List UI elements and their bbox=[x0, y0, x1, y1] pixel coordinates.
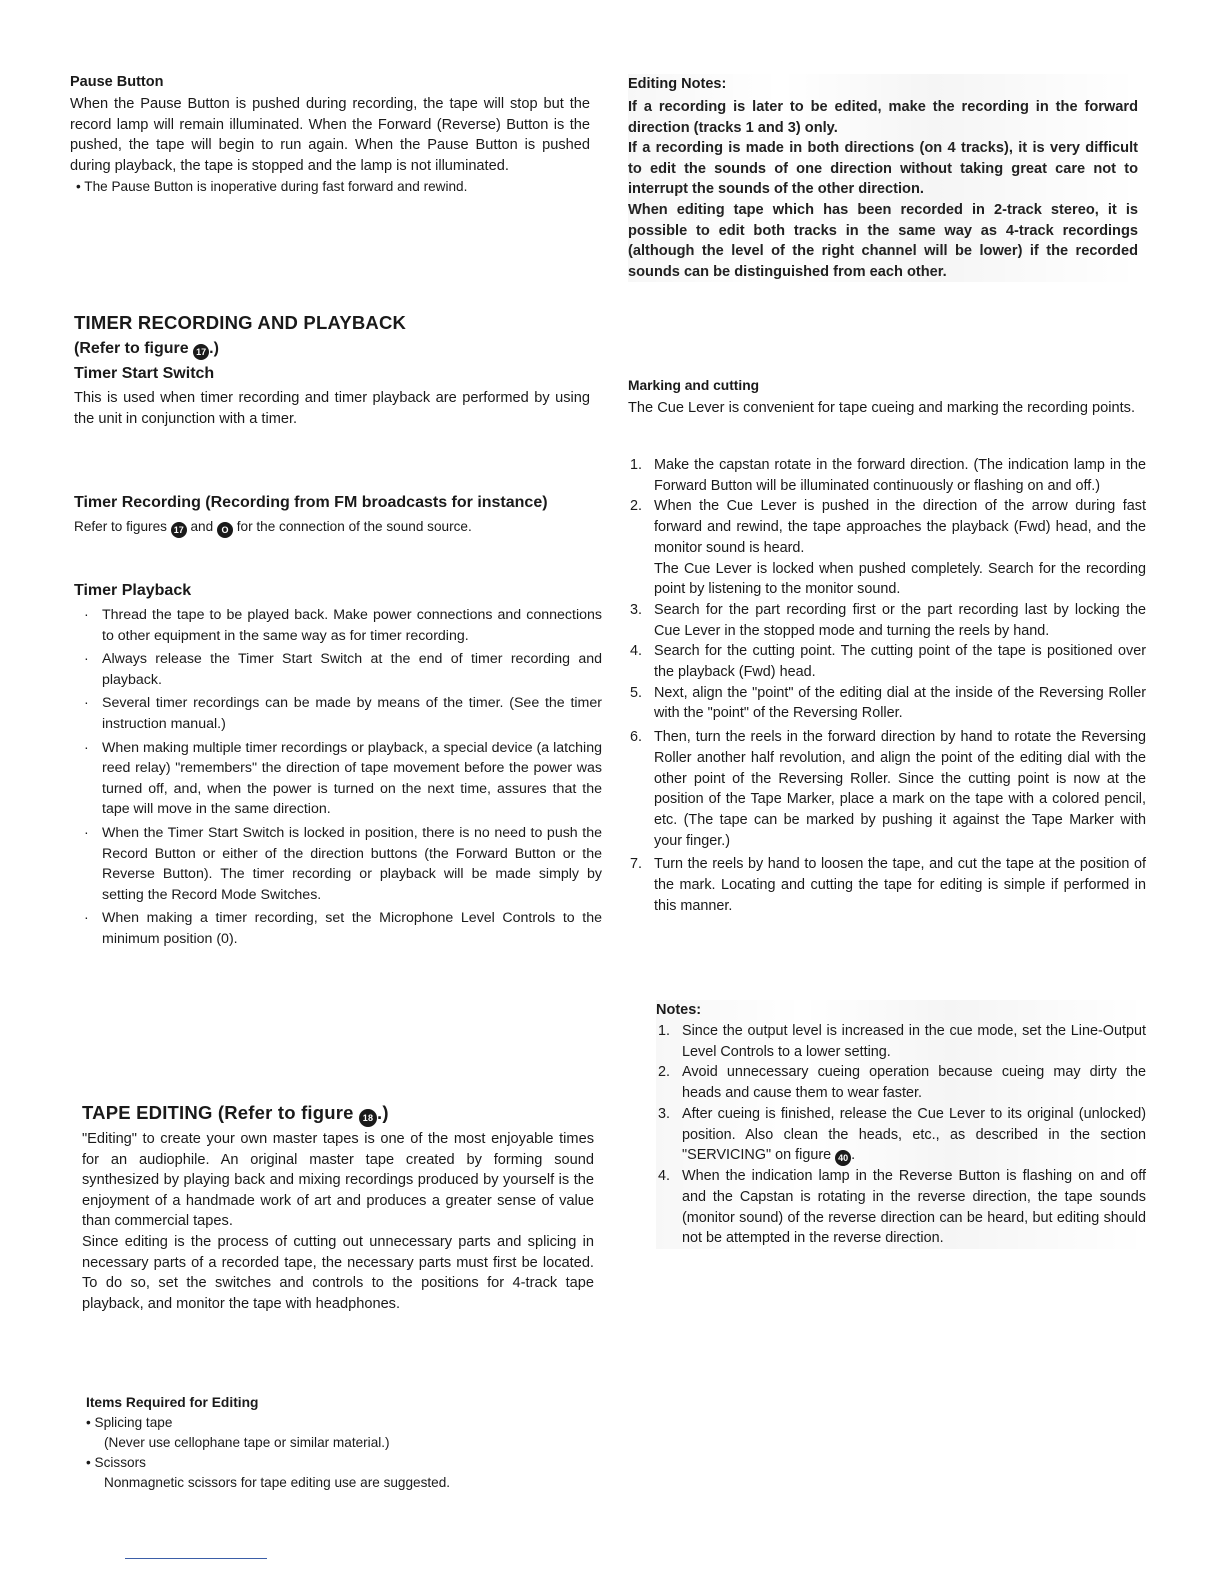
list-item: 2. Avoid unnecessary cueing operation because cueing may dirty the heads and cause them to wear faster. bbox=[658, 1064, 1146, 1102]
list-item: · When making multiple timer recordings or playback, a special device (a latching reed relay) "remembers" the direction of tape movement before the power was turned off, and, when the power is turned on the next time, assures that the tape will move in the same direction. bbox=[84, 739, 602, 818]
list-item: 3. After cueing is finished, release the Cue Lever to its original (unlocked) position. Also clean the heads, etc., as described in the section "SERVICING" on figure 40 . bbox=[656, 1104, 1146, 1166]
list-item: 5. Next, align the "point" of the editing dial at the inside of the Reversing Roller with the "point" of the Reversing Roller. bbox=[630, 684, 1146, 722]
tape-editing-section bbox=[82, 1100, 594, 1314]
timer-recording-and: and bbox=[186, 519, 217, 534]
figure-18-icon: 18 bbox=[359, 1109, 377, 1127]
marking-cutting-intro: The Cue Lever is convenient for tape cueing and marking the recording points. bbox=[628, 400, 1136, 416]
list-item: · When the Timer Start Switch is locked in position, there is no need to push the Record Button or either of the direction buttons (the Forward Button or the Reverse Button). The timer recording or playback will be made simply by setting the Record Mode Switches. bbox=[84, 824, 602, 903]
timer-recording-title: Timer Recording (Recording from FM broadcasts for instance) bbox=[74, 494, 548, 511]
notes-section bbox=[656, 1000, 1146, 1249]
notes-list bbox=[656, 1021, 1146, 1249]
list-item: 1. Since the output level is increased in the cue mode, set the Line-Output Level Controls to a lower setting. bbox=[658, 1023, 1146, 1060]
items-required-title: Items Required for Editing bbox=[86, 1395, 259, 1410]
timer-start-title: Timer Start Switch bbox=[74, 365, 215, 382]
timer-recording-section bbox=[74, 492, 620, 538]
item-splicing-tape: • Splicing tape bbox=[86, 1415, 173, 1430]
timer-refer-prefix: (Refer to figure bbox=[74, 340, 194, 357]
figure-o-icon: O bbox=[217, 522, 233, 538]
figure-40-icon: 40 bbox=[835, 1150, 851, 1166]
list-item: 2. When the Cue Lever is pushed in the direction of the arrow during fast forward and rewind, the tape approaches the playback (Fwd) head, and the monitor sound is heard. The Cue Lever is locked when pushed completely. Search for the recording point by listening to the monitor sound. bbox=[630, 498, 1146, 598]
timer-refer-suffix: .) bbox=[209, 340, 219, 357]
pause-button-note: • The Pause Button is inoperative during fast forward and rewind. bbox=[76, 179, 468, 195]
tape-editing-title-prefix: TAPE EDITING (Refer to figure bbox=[82, 1102, 360, 1123]
items-required-section bbox=[86, 1393, 590, 1493]
timer-playback-section bbox=[74, 580, 602, 953]
timer-recording-prefix: Refer to figures bbox=[74, 519, 171, 534]
item-scissors: • Scissors bbox=[86, 1455, 146, 1470]
list-item: 6. Then, turn the reels in the forward direction by hand to rotate the Reversing Roller another half revolution, and align the point of the editing dial with the other point of the Reversing Roller. Since the cutting point is now at the position of the Tape Marker, place a mark on the tape with a colored pencil, etc. (The tape can be marked by pushing it against the Tape Marker with your finger.) bbox=[630, 729, 1146, 849]
tape-editing-title bbox=[82, 1100, 594, 1127]
marking-cutting-section bbox=[628, 376, 1138, 419]
tape-editing-title-suffix: .) bbox=[377, 1102, 389, 1123]
tape-editing-para1: "Editing" to create your own master tapes is one of the most enjoyable times for an audiophile. An original master tape created by forming sound synthesized by playing back and mixing recordings produced by yourself is the enjoyment of a handmade work of art and produces a greater sense of value than commercial tapes. bbox=[82, 1131, 594, 1230]
list-item: 3. Search for the part recording first or the part recording last by locking the Cue Lever in the stopped mode and turning the reels by hand. bbox=[630, 601, 1146, 639]
list-item: 4. When the indication lamp in the Reverse Button is flashing on and off and the Capstan is rotating in the reverse direction, the tape sounds (monitor sound) of the reverse direction can be heard, but editing should not be attempted in the reverse direction. bbox=[658, 1168, 1146, 1247]
marking-steps-list bbox=[628, 455, 1146, 916]
figure-17-icon: 17 bbox=[171, 522, 187, 538]
marking-cutting-title: Marking and cutting bbox=[628, 378, 760, 393]
figure-17-icon: 17 bbox=[193, 344, 209, 360]
editing-notes-title: Editing Notes: bbox=[628, 76, 727, 92]
timer-playback-title: Timer Playback bbox=[74, 582, 192, 599]
timer-recording-body bbox=[74, 517, 620, 538]
list-item: · Several timer recordings can be made by means of the timer. (See the timer instruction manual.) bbox=[84, 695, 602, 732]
timer-recording-suffix: for the connection of the sound source. bbox=[232, 519, 472, 534]
item-scissors-note: Nonmagnetic scissors for tape editing use are suggested. bbox=[104, 1475, 451, 1490]
tape-editing-para2: Since editing is the process of cutting out unnecessary parts and splicing in necessary parts of a recorded tape, the necessary parts must first be located. To do so, set the switches and controls to the positions for 4-track tape playback, and monitor the tape with headphones. bbox=[82, 1233, 594, 1312]
list-item: · Always release the Timer Start Switch at the end of timer recording and playback. bbox=[84, 651, 602, 688]
list-item: · When making a timer recording, set the Microphone Level Controls to the minimum position (0). bbox=[84, 910, 602, 947]
timer-section-title: TIMER RECORDING AND PLAYBACK bbox=[74, 312, 407, 333]
list-item: 7. Turn the reels by hand to loosen the tape, and cut the tape at the position of the mark. Locating and cutting the tape for editing is simple if performed in this manner. bbox=[630, 856, 1146, 914]
pause-button-section bbox=[70, 72, 590, 197]
list-item: · Thread the tape to be played back. Make power connections and connections to other equipment in the same way as for timer recording. bbox=[84, 607, 602, 644]
timer-section bbox=[74, 310, 590, 429]
notes-title: Notes: bbox=[656, 1002, 702, 1018]
pause-button-title: Pause Button bbox=[70, 74, 164, 90]
editing-notes-body: If a recording is later to be edited, make the recording in the forward direction (tracks 1 and 3) only. If a recording is made in both directions (on 4 tracks), it is very difficult to edit the sounds of one direction without taking great care not to interrupt the sounds of the other direction. When editing tape which has been recorded in 2-track stereo, it is possible to edit both tracks in the same way as 4-track recordings (although the level of the right channel will be lower) if the recorded sounds can be distinguished from each other. bbox=[628, 99, 1138, 280]
marking-steps-section bbox=[628, 455, 1146, 916]
timer-refer-line bbox=[74, 338, 590, 360]
list-item: 1. Make the capstan rotate in the forward direction. (The indication lamp in the Forward Button will be illuminated continuously or flashing on and off.) bbox=[630, 457, 1146, 494]
timer-playback-list bbox=[74, 605, 602, 950]
footer-rule bbox=[125, 1558, 267, 1559]
editing-notes-section bbox=[628, 74, 1138, 282]
item-splicing-tape-note: (Never use cellophane tape or similar material.) bbox=[104, 1435, 390, 1450]
pause-button-body: When the Pause Button is pushed during recording, the tape will stop but the record lamp will remain illuminated. When the Forward (Reverse) Button is the pushed, the tape will begin to run again. When the Pause Button is pushed during playback, the tape is stopped and the lamp is not illuminated. bbox=[70, 96, 590, 174]
list-item: 4. Search for the cutting point. The cutting point of the tape is positioned over the playback (Fwd) head. bbox=[630, 643, 1146, 681]
timer-start-body: This is used when timer recording and timer playback are performed by using the unit in conjunction with a timer. bbox=[74, 390, 590, 427]
